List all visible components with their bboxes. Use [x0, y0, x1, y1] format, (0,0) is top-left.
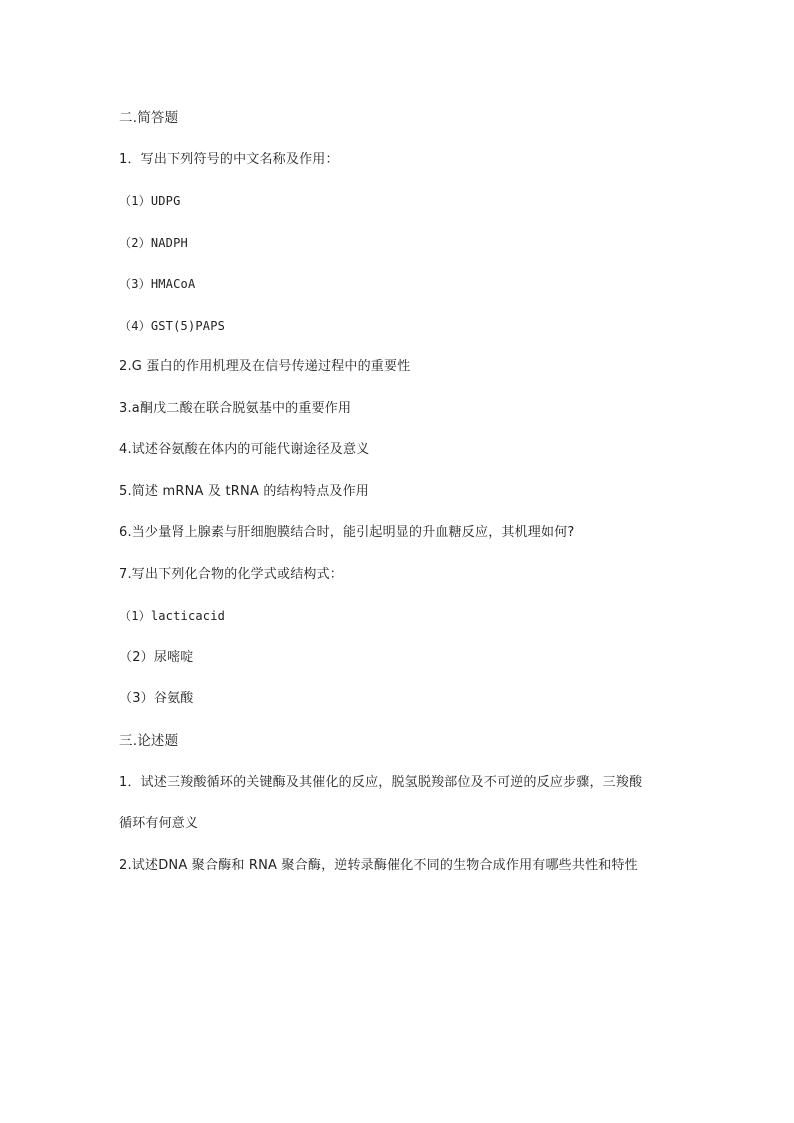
question-6: 6.当少量肾上腺素与肝细胞膜结合时，能引起明显的升血糖反应，其机理如何?: [119, 525, 575, 540]
question-7-item-3: （3）谷氨酸: [119, 691, 194, 706]
question-1-item-3: （3）HMACoA: [119, 277, 196, 291]
question-3: 3.a酮戊二酸在联合脱氨基中的重要作用: [119, 401, 352, 416]
question-7: 7.写出下列化合物的化学式或结构式：: [119, 567, 344, 582]
section-3-title: 三.论述题: [119, 733, 179, 749]
question-1: 1．写出下列符号的中文名称及作用：: [119, 152, 339, 167]
question-5: 5.简述 mRNA 及 tRNA 的结构特点及作用: [119, 484, 369, 499]
essay-question-1-line-1: 1．试述三羧酸循环的关键酶及其催化的反应，脱氢脱羧部位及不可逆的反应步骤，三羧酸: [119, 775, 643, 790]
question-1-item-1: （1）UDPG: [119, 194, 181, 208]
question-1-item-4: （4）GST(5)PAPS: [119, 319, 226, 333]
question-2: 2.G 蛋白的作用机理及在信号传递过程中的重要性: [119, 359, 411, 374]
question-1-item-2: （2）NADPH: [119, 236, 188, 250]
essay-question-1-line-2: 循环有何意义: [119, 816, 199, 831]
question-7-item-2: （2）尿嘧啶: [119, 650, 194, 665]
essay-question-2: 2.试述DNA 聚合酶和 RNA 聚合酶，逆转录酶催化不同的生物合成作用有哪些共性和特性: [119, 858, 638, 873]
question-4: 4.试述谷氨酸在体内的可能代谢途径及意义: [119, 442, 370, 457]
section-2-title: 二.简答题: [119, 110, 179, 126]
question-7-item-1: （1）lacticacid: [119, 609, 226, 623]
